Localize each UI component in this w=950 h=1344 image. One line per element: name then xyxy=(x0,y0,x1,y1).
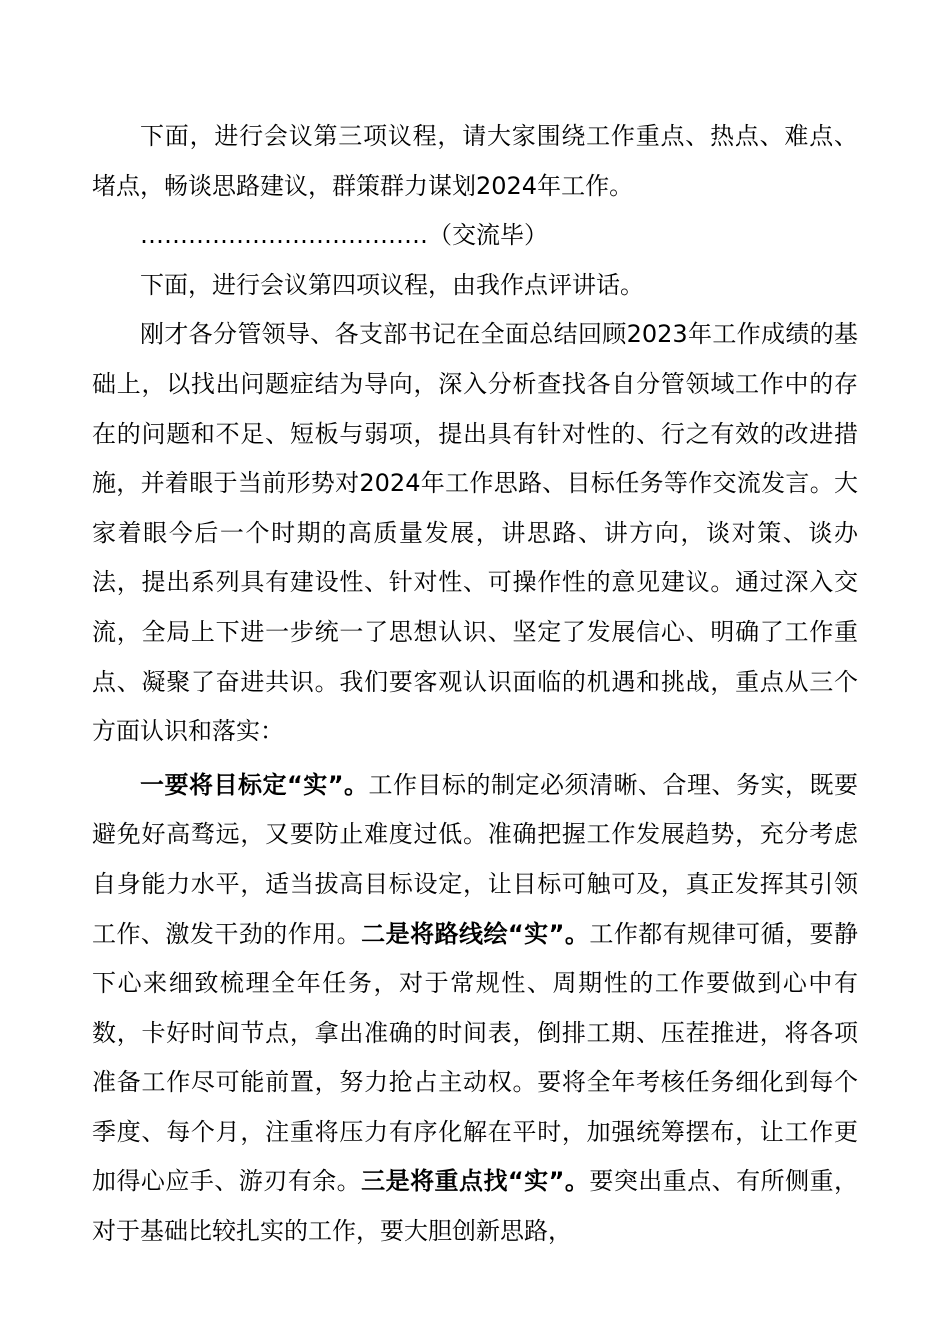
paragraph-summary xyxy=(92,310,858,756)
point-one-text: 工作目标的制定必须清晰、合理、务实，既要避免好高骛远，又要防止难度过低。准确把握工作发展趋势，充分考虑自身能力水平，适当拔高目标设定，让目标可触可及，真正发挥其引领工作、激发干劲的作用。 xyxy=(92,770,858,948)
point-three-text: 要突出重点、有所侧重，对于基础比较扎实的工作，要大胆创新思路， xyxy=(92,1167,859,1246)
point-one-heading: 一要将目标定“实”。 xyxy=(140,770,369,799)
paragraph-text: 下面，进行会议第四项议程，由我作点评讲话。 xyxy=(140,270,644,299)
paragraph-agenda-item-three xyxy=(92,112,858,211)
paragraph-exchange-finished xyxy=(92,211,858,261)
paragraph-text: ………………………………（交流毕） xyxy=(140,221,548,250)
point-two-heading: 二是将路线绘“实”。 xyxy=(361,919,590,948)
point-three-heading: 三是将重点找“实”。 xyxy=(361,1167,590,1196)
paragraph-three-points xyxy=(92,761,858,1257)
paragraph-agenda-item-four xyxy=(92,261,858,311)
point-two-text: 工作都有规律可循，要静下心来细致梳理全年任务，对于常规性、周期性的工作要做到心中有数，卡好时间节点，拿出准确的时间表，倒排工期、压茬推进，将各项准备工作尽可能前置，努力抢占主动权。要将全年考核任务细化到每个季度、每个月，注重将压力有序化解在平时，加强统筹摆布，让工作更加得心应手、游刃有余。 xyxy=(92,919,859,1196)
document-page xyxy=(92,112,858,1257)
paragraph-text: 下面，进行会议第三项议程，请大家围绕工作重点、热点、难点、堵点，畅谈思路建议，群策群力谋划2024年工作。 xyxy=(92,122,858,200)
paragraph-text: 刚才各分管领导、各支部书记在全面总结回顾2023年工作成绩的基础上，以找出问题症结为导向，深入分析查找各自分管领域工作中的存在的问题和不足、短板与弱项，提出具有针对性的、行之有效的改进措施，并着眼于当前形势对2024年工作思路、目标任务等作交流发言。大家着眼今后一个时期的高质量发展，讲思路、讲方向，谈对策、谈办法，提出系列具有建设性、针对性、可操作性的意见建议。通过深入交流，全局上下进一步统一了思想认识、坚定了发展信心、明确了工作重点、凝聚了奋进共识。我们要客观认识面临的机遇和挑战，重点从三个方面认识和落实： xyxy=(92,320,858,746)
